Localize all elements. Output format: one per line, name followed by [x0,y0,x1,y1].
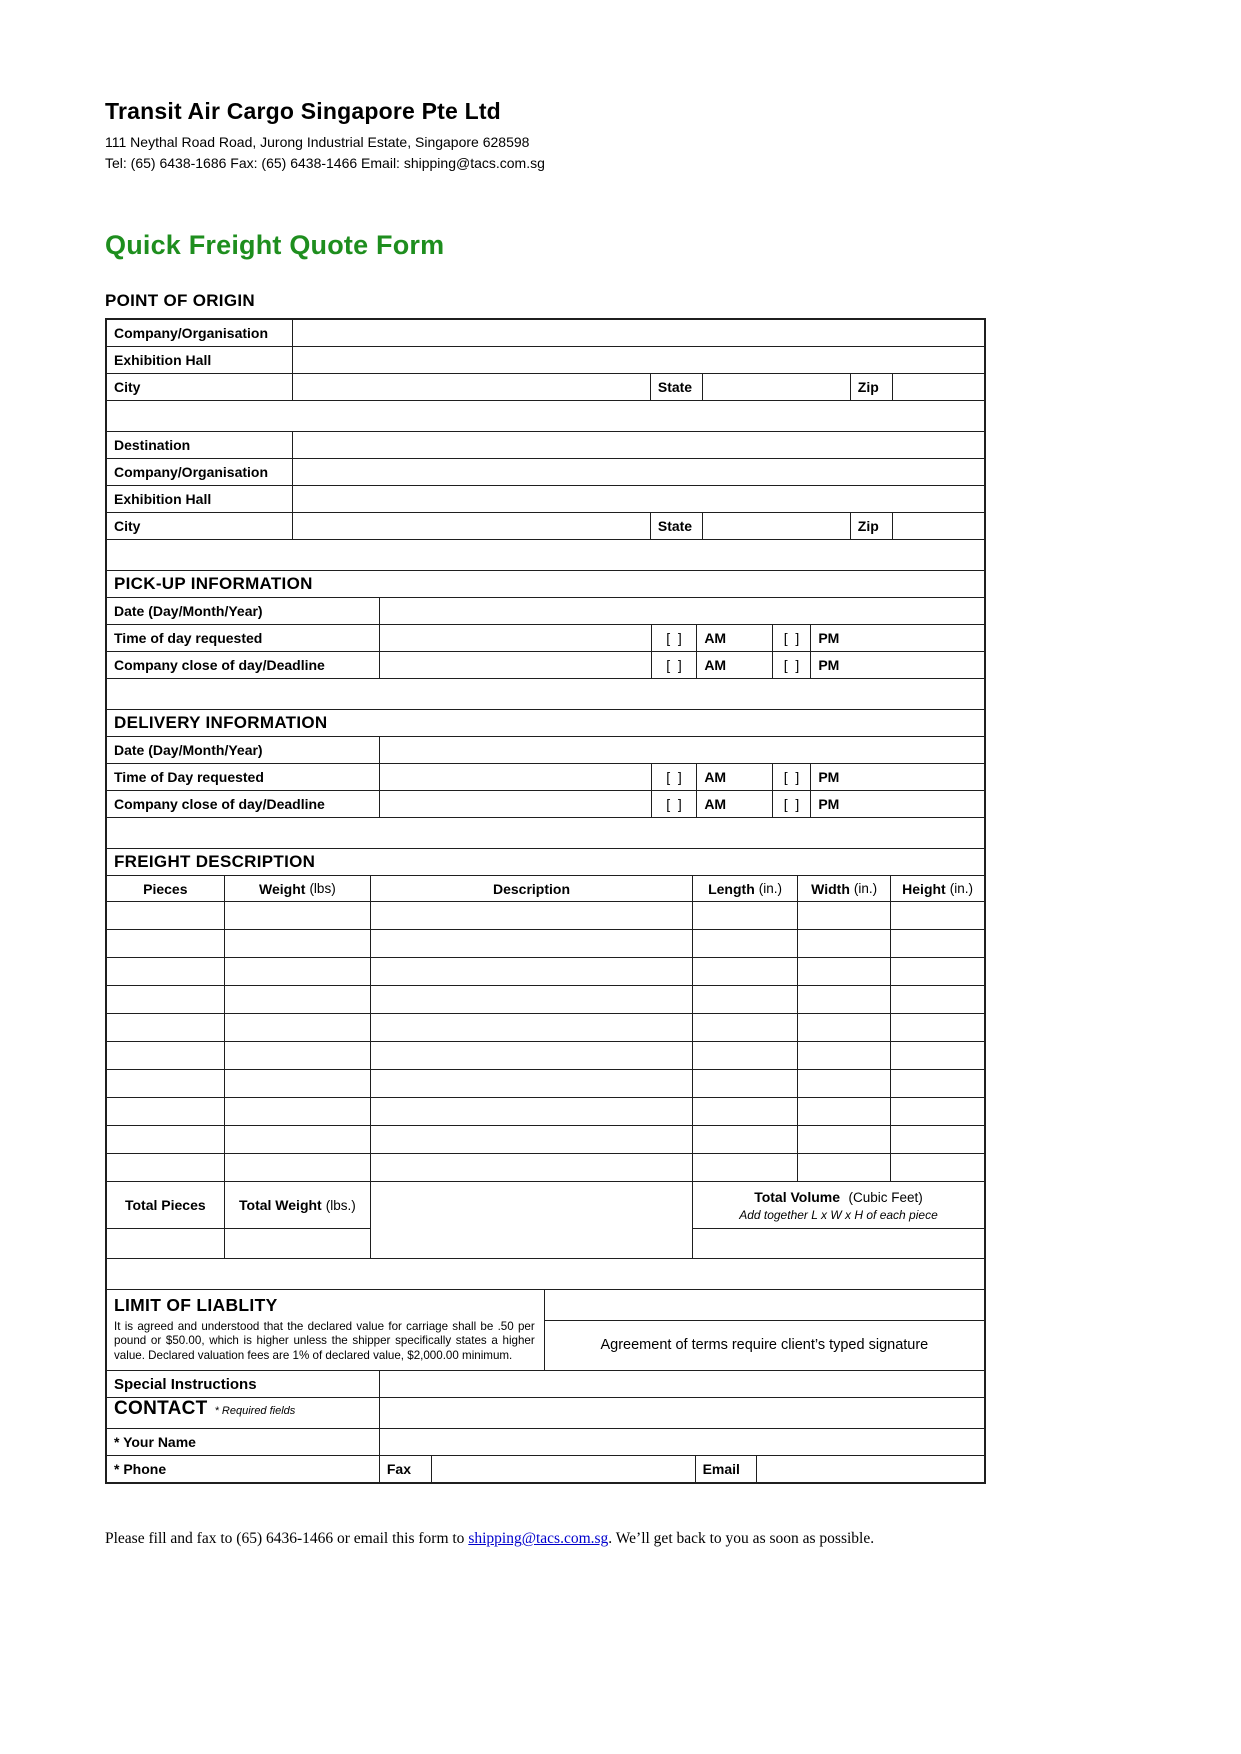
total-pieces-input[interactable] [107,1228,224,1256]
pickup-deadline-pm-label: PM [810,652,984,678]
total-volume-label: Total Volume [754,1188,841,1205]
contact-heading-cell [107,1398,379,1428]
freight-pieces-input[interactable] [107,958,224,985]
origin-zip-input[interactable] [892,374,984,400]
col-height-label: Height [902,880,946,897]
special-instructions-row [107,1370,984,1397]
delivery-deadline-input[interactable] [379,791,651,817]
total-pieces-label: Total Pieces [124,1197,206,1213]
liability-cell [107,1290,544,1371]
footer-note [105,1530,1241,1548]
contact-name-row [107,1428,984,1455]
total-weight-cell [225,1182,370,1228]
freight-pieces-input[interactable] [107,986,224,1013]
special-instructions-label: Special Instructions [114,1375,257,1393]
fax-label: Fax [379,1456,432,1482]
pickup-heading: PICK-UP INFORMATION [114,574,313,593]
origin-city-label: City [114,379,141,395]
freight-pieces-input[interactable] [107,902,224,929]
total-pieces-col [107,1182,224,1258]
pickup-pm-checkbox[interactable]: [ ] [772,625,811,651]
company-name: Transit Air Cargo Singapore Pte Ltd [105,98,501,124]
company-address: 111 Neythal Road Road, Jurong Industrial Estate, Singapore 628598 [105,134,530,150]
freight-length-input[interactable] [692,930,797,957]
origin-hall-input[interactable] [292,347,984,373]
contact-phone-row [107,1455,984,1482]
freight-width-input[interactable] [797,902,890,929]
freight-empty-row [107,957,984,985]
freight-weight-input[interactable] [224,1042,370,1069]
col-height-unit: (in.) [949,881,973,896]
freight-weight-input[interactable] [224,930,370,957]
freight-weight-input[interactable] [224,902,370,929]
col-description: Description [370,876,692,901]
freight-height-input[interactable] [890,1042,984,1069]
destination-city-label: City [114,518,141,534]
freight-header-row [107,848,984,875]
freight-empty-row [107,1153,984,1181]
footer-text-after: . We’ll get back to you as soon as possible. [608,1530,875,1548]
pickup-deadline-label: Company close of day/Deadline [114,657,325,673]
col-weight [224,876,370,901]
origin-hall-label: Exhibition Hall [114,352,212,368]
special-instructions-input[interactable] [379,1371,984,1397]
liability-heading: LIMIT OF LIABLITY [114,1294,278,1315]
quote-form-table [105,318,986,1484]
destination-company-input[interactable] [292,459,984,485]
destination-hall-row [107,485,984,512]
contact-header-blank [379,1398,984,1428]
freight-length-input[interactable] [692,1098,797,1125]
col-width [797,876,890,901]
freight-weight-input[interactable] [224,986,370,1013]
origin-state-input[interactable] [702,374,850,400]
pickup-date-input[interactable] [379,598,984,624]
destination-hall-input[interactable] [292,486,984,512]
fax-input[interactable] [431,1456,694,1482]
origin-hall-row [107,346,984,373]
destination-company-row [107,458,984,485]
freight-weight-input[interactable] [224,1154,370,1181]
total-volume-cell [693,1182,984,1228]
freight-pieces-input[interactable] [107,1042,224,1069]
col-length-unit: (in.) [758,881,782,896]
freight-empty-row [107,929,984,957]
freight-pieces-input[interactable] [107,1126,224,1153]
freight-pieces-input[interactable] [107,930,224,957]
delivery-date-row [107,736,984,763]
freight-description-input[interactable] [370,1070,692,1097]
delivery-date-label: Date (Day/Month/Year) [114,742,263,758]
freight-heading: FREIGHT DESCRIPTION [114,852,316,871]
freight-width-input[interactable] [797,1014,890,1041]
destination-hall-label: Exhibition Hall [114,491,212,507]
freight-width-input[interactable] [797,1098,890,1125]
freight-length-input[interactable] [692,958,797,985]
freight-length-input[interactable] [692,1042,797,1069]
agreement-signature-cell[interactable]: Agreement of terms require client’s typed signature [545,1320,984,1371]
total-weight-unit: (lbs.) [325,1197,356,1213]
company-contact-line: Tel: (65) 6438-1686 Fax: (65) 6438-1466 Email: shipping@tacs.com.sg [105,155,545,171]
pickup-date-label: Date (Day/Month/Year) [114,603,263,619]
spacer-row [107,539,984,570]
freight-empty-row [107,1041,984,1069]
origin-state-label: State [650,374,702,400]
delivery-deadline-label: Company close of day/Deadline [114,796,325,812]
page-title: Quick Freight Quote Form [105,230,445,260]
destination-state-label: State [650,513,702,539]
freight-empty-row [107,901,984,929]
freight-weight-input[interactable] [224,1070,370,1097]
freight-body [107,901,984,1181]
origin-company-input[interactable] [292,320,984,346]
total-volume-note: Add together L x W x H of each piece [739,1207,938,1222]
footer-text-before: Please fill and fax to (65) 6436-1466 or email this form to [105,1530,469,1548]
freight-weight-input[interactable] [224,1098,370,1125]
freight-width-input[interactable] [797,1154,890,1181]
freight-empty-row [107,1013,984,1041]
freight-height-input[interactable] [890,1014,984,1041]
pickup-am-checkbox[interactable]: [ ] [651,625,697,651]
delivery-time-input[interactable] [379,764,651,790]
freight-description-input[interactable] [370,1098,692,1125]
freight-pieces-input[interactable] [107,1014,224,1041]
pickup-am-label: AM [696,625,771,651]
freight-weight-input[interactable] [224,958,370,985]
delivery-heading: DELIVERY INFORMATION [114,713,328,732]
origin-city-input[interactable] [292,374,650,400]
signature-blank-cell[interactable] [545,1290,984,1320]
origin-company-label: Company/Organisation [114,325,269,341]
pickup-deadline-pm-checkbox[interactable]: [ ] [772,652,811,678]
freight-length-input[interactable] [692,1154,797,1181]
freight-pieces-input[interactable] [107,1154,224,1181]
col-height [890,876,984,901]
total-volume-col [692,1182,984,1258]
freight-height-input[interactable] [890,1098,984,1125]
spacer-row [107,817,984,848]
freight-pieces-input[interactable] [107,1098,224,1125]
col-pieces: Pieces [143,880,188,897]
delivery-time-label: Time of Day requested [114,769,264,785]
destination-label: Destination [114,437,191,453]
total-volume-input[interactable] [693,1228,984,1256]
col-length-label: Length [708,880,755,897]
email-link[interactable]: shipping@tacs.com.sg [468,1530,609,1548]
freight-height-input[interactable] [890,1070,984,1097]
freight-width-input[interactable] [797,986,890,1013]
freight-height-input[interactable] [890,1126,984,1153]
destination-company-label: Company/Organisation [114,464,269,480]
freight-empty-row [107,1125,984,1153]
letterhead [105,98,1241,174]
freight-height-input[interactable] [890,1154,984,1181]
freight-width-input[interactable] [797,1070,890,1097]
required-fields-note: * Required fields [214,1405,296,1418]
destination-state-input[interactable] [702,513,850,539]
freight-length-input[interactable] [692,902,797,929]
delivery-pm-label: PM [810,764,984,790]
destination-input[interactable] [292,432,984,458]
freight-empty-row [107,1069,984,1097]
contact-header-row [107,1397,984,1428]
totals-description-col [370,1182,692,1258]
destination-city-row [107,512,984,539]
freight-columns-row [107,875,984,901]
freight-description-input[interactable] [370,1126,692,1153]
email-label: Email [695,1456,756,1482]
freight-weight-input[interactable] [224,1126,370,1153]
freight-height-input[interactable] [890,902,984,929]
freight-length-input[interactable] [692,1126,797,1153]
freight-height-input[interactable] [890,986,984,1013]
destination-zip-label: Zip [850,513,892,539]
destination-zip-input[interactable] [892,513,984,539]
freight-description-input[interactable] [370,958,692,985]
delivery-deadline-am-label: AM [696,791,771,817]
totals-description-cell[interactable] [371,1182,692,1258]
pickup-deadline-row [107,651,984,678]
freight-totals-block [107,1181,984,1258]
delivery-deadline-pm-checkbox[interactable]: [ ] [772,791,811,817]
freight-weight-input[interactable] [224,1014,370,1041]
delivery-am-label: AM [696,764,771,790]
phone-label: * Phone [114,1461,167,1478]
freight-description-input[interactable] [370,1154,692,1181]
pickup-pm-label: PM [810,625,984,651]
delivery-deadline-pm-label: PM [810,791,984,817]
pickup-time-label: Time of day requested [114,630,263,646]
delivery-time-row [107,763,984,790]
freight-height-input[interactable] [890,930,984,957]
pickup-time-input[interactable] [379,625,651,651]
freight-height-input[interactable] [890,958,984,985]
pickup-deadline-am-checkbox[interactable]: [ ] [651,652,697,678]
freight-pieces-input[interactable] [107,1070,224,1097]
total-volume-unit: (Cubic Feet) [848,1189,923,1205]
origin-zip-label: Zip [850,374,892,400]
freight-description-input[interactable] [370,902,692,929]
col-length [692,876,797,901]
pickup-header-row [107,570,984,597]
pickup-deadline-am-label: AM [696,652,771,678]
delivery-header-row [107,709,984,736]
email-input[interactable] [756,1456,984,1482]
destination-city-input[interactable] [292,513,650,539]
freight-width-input[interactable] [797,958,890,985]
freight-length-input[interactable] [692,1070,797,1097]
freight-width-input[interactable] [797,930,890,957]
contact-heading: CONTACT [114,1398,208,1420]
total-weight-input[interactable] [225,1228,370,1256]
delivery-deadline-row [107,790,984,817]
freight-width-input[interactable] [797,1042,890,1069]
spacer-row [107,400,984,431]
origin-company-row [107,320,984,346]
col-width-label: Width [811,880,850,897]
spacer-row [107,1258,984,1289]
freight-width-input[interactable] [797,1126,890,1153]
col-weight-label: Weight [259,880,306,897]
origin-city-row [107,373,984,400]
total-volume-line [754,1189,923,1207]
delivery-pm-checkbox[interactable]: [ ] [772,764,811,790]
freight-description-input[interactable] [370,986,692,1013]
spacer-row [107,678,984,709]
freight-description-input[interactable] [370,1042,692,1069]
liability-block [107,1289,984,1371]
freight-empty-row [107,1097,984,1125]
delivery-am-checkbox[interactable]: [ ] [651,764,697,790]
freight-length-input[interactable] [692,1014,797,1041]
total-weight-col [224,1182,370,1258]
origin-heading: POINT OF ORIGIN [105,291,255,310]
delivery-deadline-am-checkbox[interactable]: [ ] [651,791,697,817]
destination-row [107,431,984,458]
pickup-date-row [107,597,984,624]
freight-description-input[interactable] [370,1014,692,1041]
liability-body-text: It is agreed and understood that the declared value for carriage shall be .50 per pound or $50.00, which is higher unless the shipper specifically states a higher value. Declared valuation fees are 1% of declared value, $2,000.00 minimum. [114,1319,535,1362]
signature-col [544,1290,984,1371]
pickup-deadline-input[interactable] [379,652,651,678]
pickup-time-row [107,624,984,651]
delivery-date-input[interactable] [379,737,984,763]
col-weight-unit: (lbs) [309,881,336,896]
your-name-input[interactable] [379,1429,984,1455]
col-width-unit: (in.) [853,881,878,896]
freight-description-input[interactable] [370,930,692,957]
freight-empty-row [107,985,984,1013]
freight-length-input[interactable] [692,986,797,1013]
your-name-label: * Your Name [114,1434,196,1451]
total-weight-label: Total Weight [239,1197,322,1213]
